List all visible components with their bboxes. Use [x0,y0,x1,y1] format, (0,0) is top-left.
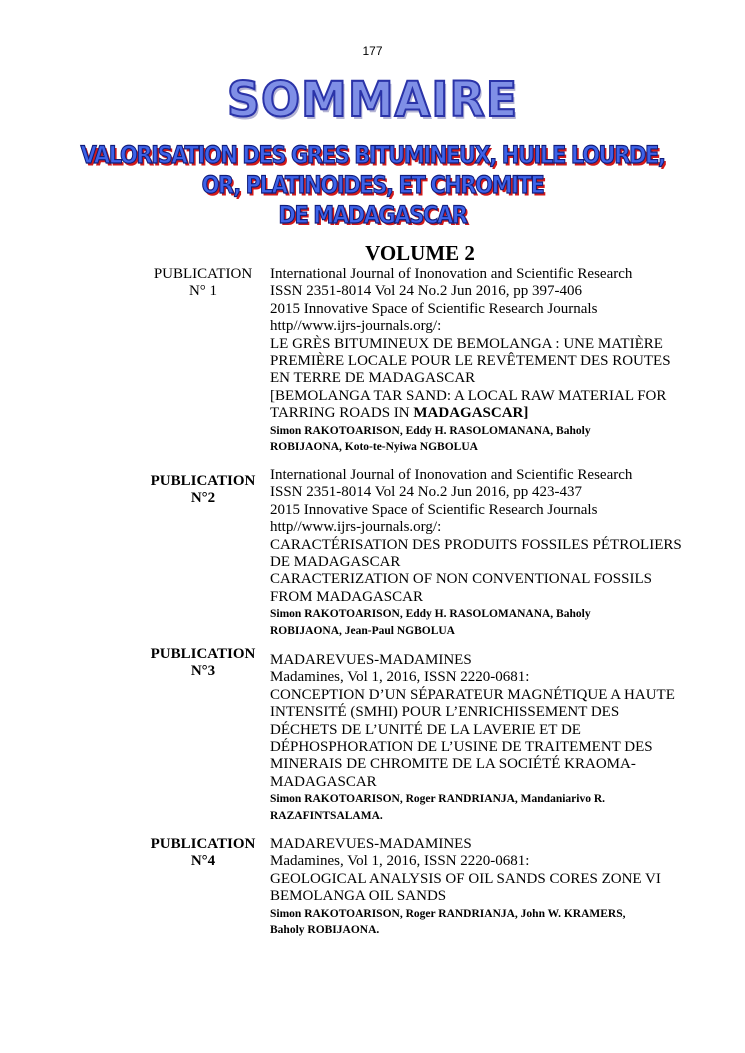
authors-line: Simon RAKOTOARISON, Roger RANDRIANJA, Mandaniarivo R. [270,793,606,806]
journal-name: MADAREVUES-MADAMINES [270,652,472,668]
document-subtitle [0,140,745,230]
authors-line: Baholy ROBIJAONA. [270,924,380,937]
publication-details [270,266,690,456]
title-line: CARACTÉRISATION DES PRODUITS FOSSILES PÉTROLIERS [270,536,682,553]
title-line: [BEMOLANGA TAR SAND: A LOCAL RAW MATERIAL FOR [270,387,667,404]
publication-number: N° 1 [188,283,218,300]
title-line-prefix: TARRING ROADS IN [270,405,414,422]
authors-line: Simon RAKOTOARISON, Eddy H. RASOLOMANANA, Baholy [270,424,591,437]
publication-details [270,652,690,824]
title-line: MINERAIS DE CHROMITE DE LA SOCIÉTÉ KRAOMA- [270,756,636,773]
title-line: LE GRÈS BITUMINEUX DE BEMOLANGA : UNE MATIÈRE [270,335,663,352]
volume-heading: VOLUME 2 [365,241,475,265]
title-line: GEOLOGICAL ANALYSIS OF OIL SANDS CORES ZONE VI [270,870,661,887]
authors-line: ROBIJAONA, Koto-te-Nyiwa NGBOLUA [270,441,478,454]
journal-name: International Journal of Inonovation and Scientific Research [270,266,633,282]
authors-line: ROBIJAONA, Jean-Paul NGBOLUA [270,624,455,637]
subtitle-line: OR, PLATINOIDES, ET CHROMITE [201,171,544,199]
journal-name: International Journal of Inonovation and Scientific Research [270,467,633,483]
title-line-bold: MADAGASCAR] [413,405,529,422]
title-line: INTENSITÉ (SMHI) POUR L’ENRICHISSEMENT DES [270,704,620,721]
authors-line: RAZAFINTSALAMA. [270,809,383,822]
publication-label [140,836,266,871]
publication-label-line: PUBLICATION [150,646,256,662]
publication-number: N°4 [190,853,216,870]
subtitle-line: VALORISATION DES GRES BITUMINEUX, HUILE LOURDE, [80,141,665,169]
publication-details [270,467,690,639]
issn-line: ISSN 2351-8014 Vol 24 No.2 Jun 2016, pp 423-437 [270,484,582,501]
title-line: DÉCHETS DE L’UNITÉ DE LA LAVERIE ET DE [270,721,581,738]
title-line: BEMOLANGA OIL SANDS [270,888,447,905]
sommaire-title: SOMMAIRE [226,70,519,128]
title-line: DE MADAGASCAR [270,554,401,571]
title-line: MADAGASCAR [270,773,377,790]
title-line [270,405,690,422]
issn-line: Madamines, Vol 1, 2016, ISSN 2220-0681: [270,669,530,686]
url-line: http//www.ijrs-journals.org/: [270,318,442,335]
title-line: CARACTERIZATION OF NON CONVENTIONAL FOSSILS [270,571,652,588]
title-line: FROM MADAGASCAR [270,588,423,605]
publication-label-line: PUBLICATION [153,266,253,282]
title-line: EN TERRE DE MADAGASCAR [270,370,476,387]
authors-line: Simon RAKOTOARISON, Roger RANDRIANJA, John W. KRAMERS, [270,907,626,920]
publication-label [140,473,266,508]
publication-details [270,836,690,939]
publisher-line: 2015 Innovative Space of Scientific Research Journals [270,300,598,317]
title-line: DÉPHOSPHORATION DE L’USINE DE TRAITEMENT DES [270,739,653,756]
publication-number: N°3 [190,663,216,680]
title-line: PREMIÈRE LOCALE POUR LE REVÊTEMENT DES ROUTES [270,353,671,370]
page-number: 177 [362,44,383,58]
publication-label [140,266,266,301]
issn-line: Madamines, Vol 1, 2016, ISSN 2220-0681: [270,853,530,870]
journal-name: MADAREVUES-MADAMINES [270,836,472,852]
issn-line: ISSN 2351-8014 Vol 24 No.2 Jun 2016, pp 397-406 [270,283,582,300]
publication-label [140,646,266,681]
publication-label-line: PUBLICATION [150,836,256,852]
url-line: http//www.ijrs-journals.org/: [270,519,442,536]
publisher-line: 2015 Innovative Space of Scientific Research Journals [270,501,598,518]
subtitle-line: DE MADAGASCAR [278,201,467,229]
title-line: CONCEPTION D’UN SÉPARATEUR MAGNÉTIQUE A HAUTE [270,686,675,703]
publication-number: N°2 [190,490,216,507]
authors-line: Simon RAKOTOARISON, Eddy H. RASOLOMANANA, Baholy [270,608,591,621]
publication-label-line: PUBLICATION [150,473,256,489]
